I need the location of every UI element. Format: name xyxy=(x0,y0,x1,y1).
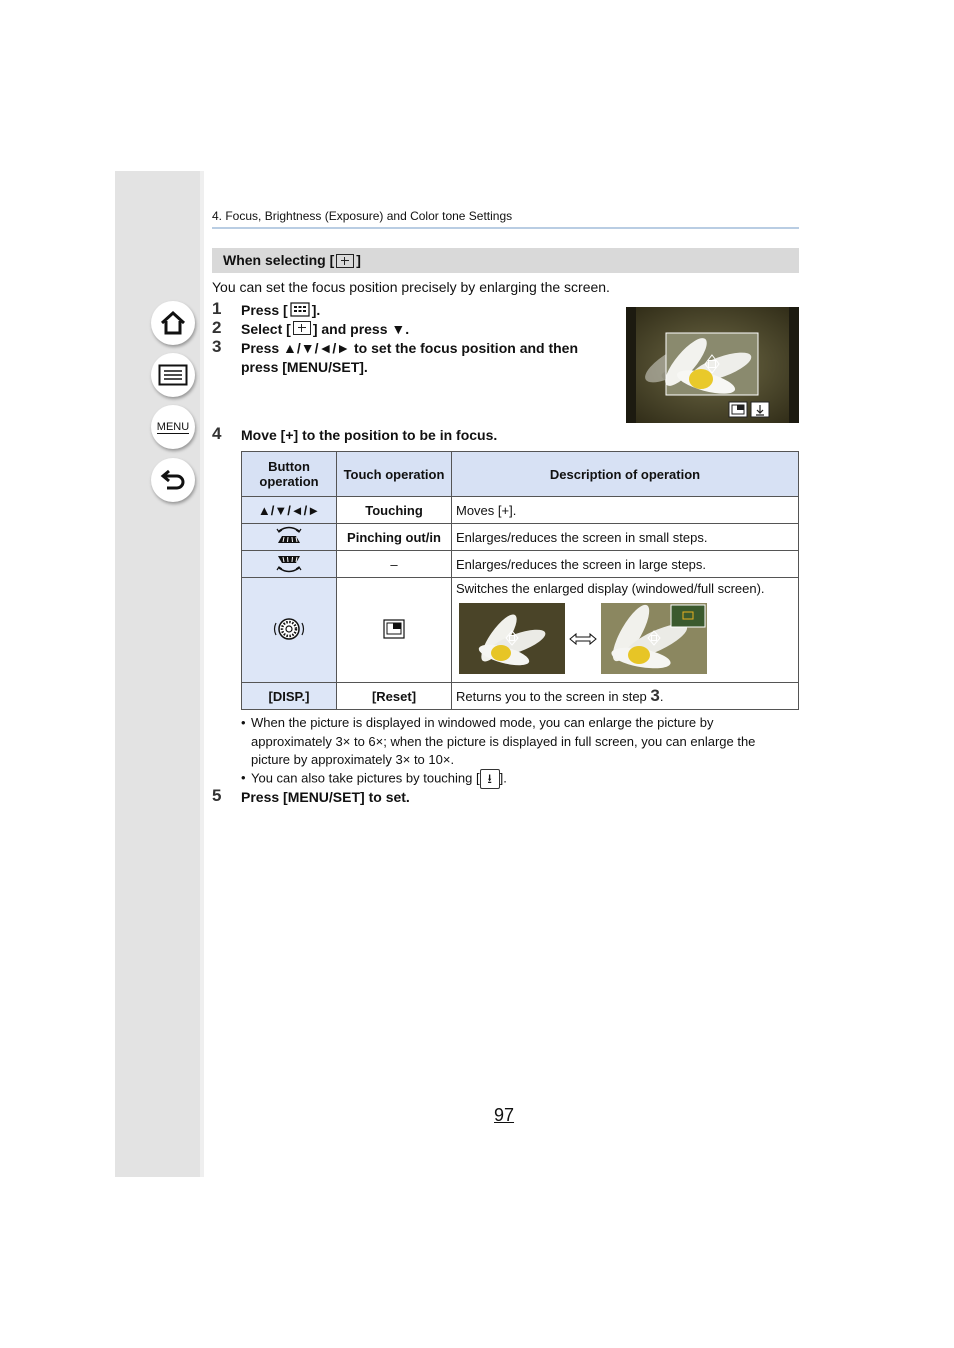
step-5: Press [MENU/SET] to set. xyxy=(241,789,410,805)
table-row xyxy=(242,497,799,524)
page-number: 97 xyxy=(494,1105,515,1125)
table-row xyxy=(242,551,799,578)
table-row xyxy=(242,683,799,710)
touch-cell: [Reset] xyxy=(337,683,452,710)
step-4: Move [+] to the position to be in focus. xyxy=(241,427,498,443)
column-header: Description of operation xyxy=(452,452,799,497)
desc-cell: Enlarges/reduces the screen in small steps. xyxy=(452,524,799,551)
touch-cell: Pinching out/in xyxy=(337,524,452,551)
menu-button[interactable] xyxy=(151,405,195,449)
note-1: • When the picture is displayed in windowed mode, you can enlarge the picture by approximately 3× to 6×; when the picture is displayed in full screen, you can enlarge the picture by approximately 3× to 10×. xyxy=(241,715,756,767)
touch-cell: – xyxy=(337,551,452,578)
step-1: Press [ ]. xyxy=(241,302,321,318)
step-2: Select [ ] and press ▼. xyxy=(241,321,410,337)
sidebar-edge xyxy=(200,171,204,1177)
button-cell xyxy=(242,551,337,578)
operations-table xyxy=(241,451,799,710)
table-header-row xyxy=(242,452,799,497)
switch-arrow-icon xyxy=(568,631,598,647)
home-button[interactable] xyxy=(151,301,195,345)
fullscreen-view-image xyxy=(601,603,707,674)
camera-preview-image xyxy=(626,307,799,423)
step-number: 5 xyxy=(212,786,222,805)
step-3: Press ▲/▼/◄/► to set the focus position and then press [MENU/SET]. xyxy=(241,340,579,375)
table-row xyxy=(242,578,799,683)
step-number: 2 xyxy=(212,318,222,337)
menu-label: MENU xyxy=(156,420,190,433)
column-header: Button operation xyxy=(242,452,337,497)
touch-cell: Touching xyxy=(337,497,452,524)
column-header: Touch operation xyxy=(337,452,452,497)
step-number: 1 xyxy=(212,299,222,318)
step-ref: 3 xyxy=(650,686,660,705)
chapter-title: 4. Focus, Brightness (Exposure) and Color tone Settings xyxy=(212,209,513,223)
desc-cell: Enlarges/reduces the screen in large steps. xyxy=(452,551,799,578)
windowed-view-image xyxy=(459,603,565,674)
rear-dial-icon xyxy=(274,552,304,574)
control-dial-icon xyxy=(274,525,304,547)
note-2: • You can also take pictures by touching [ ⭳ ]. xyxy=(241,769,799,789)
wheel-icon xyxy=(272,617,306,641)
display-switch-illustration xyxy=(459,603,794,674)
header-rule xyxy=(212,227,799,229)
desc-cell: Switches the enlarged display (windowed/full screen). xyxy=(452,578,799,683)
table-row xyxy=(242,524,799,551)
section-bar xyxy=(212,248,799,273)
button-cell xyxy=(242,524,337,551)
pinpoint-af-icon xyxy=(336,254,354,268)
button-cell: [DISP.] xyxy=(242,683,337,710)
pinpoint-af-icon xyxy=(293,321,311,335)
desc-cell: Moves [+]. xyxy=(452,497,799,524)
af-mode-icon xyxy=(290,302,310,317)
desc-cell: Returns you to the screen in step 3. xyxy=(452,683,799,710)
section-title: When selecting [ ] xyxy=(223,252,361,268)
shutter-touch-icon[interactable]: ⭳ xyxy=(480,769,500,789)
button-cell xyxy=(242,578,337,683)
step-number: 4 xyxy=(212,424,222,443)
back-arrow-icon xyxy=(159,468,187,492)
step-number: 3 xyxy=(212,337,222,356)
home-icon xyxy=(159,310,187,336)
back-button[interactable] xyxy=(151,458,195,502)
contents-button[interactable] xyxy=(151,353,195,397)
list-icon xyxy=(158,364,188,386)
window-toggle-icon[interactable] xyxy=(383,619,405,639)
flower-photo xyxy=(626,307,799,423)
button-cell: ▲/▼/◄/► xyxy=(242,497,337,524)
touch-cell xyxy=(337,578,452,683)
intro-text: You can set the focus position precisely by enlarging the screen. xyxy=(212,279,610,295)
